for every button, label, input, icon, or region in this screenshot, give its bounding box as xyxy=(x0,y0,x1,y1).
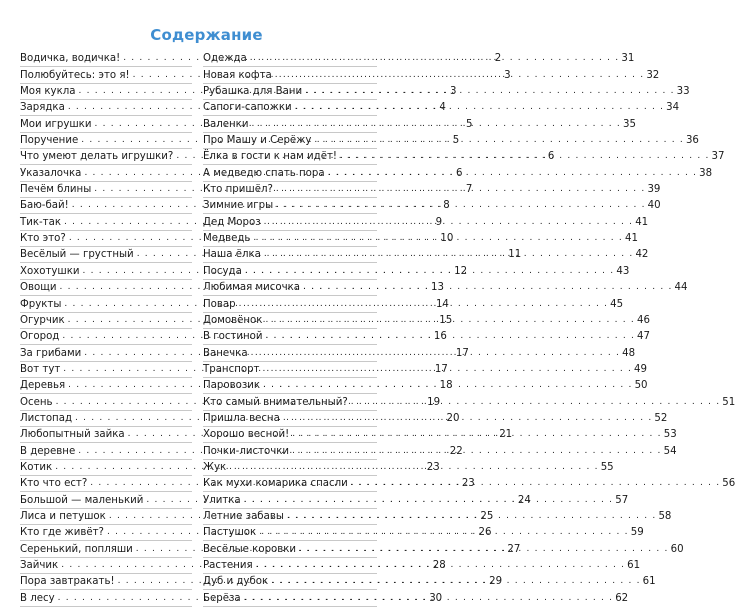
toc-entry-page-number: 29 xyxy=(489,576,503,588)
toc-entry-page-number: 12 xyxy=(454,265,468,277)
toc-entry-page-number: 23 xyxy=(426,461,440,473)
toc-entry-page-number: 35 xyxy=(623,118,636,130)
dot-leader xyxy=(289,428,664,442)
toc-entry-page-number: 5 xyxy=(452,135,460,147)
toc-entry-title: Пришла весна xyxy=(203,412,280,424)
dot-leader xyxy=(289,445,664,459)
toc-entry-page-number: 40 xyxy=(647,200,661,212)
toc-entry-page-number: 57 xyxy=(615,494,629,506)
dot-leader xyxy=(268,575,643,589)
toc-entry-title: Серенький, попляши xyxy=(20,543,133,555)
toc-entry-page-number: 32 xyxy=(646,69,660,81)
toc-entry[interactable] xyxy=(203,100,680,116)
toc-entry[interactable] xyxy=(203,214,649,230)
toc-entry-title: Тик-так xyxy=(20,216,62,228)
toc-entry-title: Пора завтракать! xyxy=(20,576,115,588)
page-title: Содержание xyxy=(150,26,263,44)
toc-entry-page-number: 2 xyxy=(494,53,502,65)
toc-entry-title: А медведю спать пора xyxy=(203,167,325,179)
dot-leader xyxy=(262,314,637,328)
toc-entry-page-number: 13 xyxy=(431,282,444,294)
toc-entry[interactable] xyxy=(203,182,661,198)
toc-entry-title: Огурчик xyxy=(20,314,65,326)
toc-entry-title: Указалочка xyxy=(20,167,82,179)
dot-leader xyxy=(296,543,671,557)
toc-entry-page-number: 61 xyxy=(627,560,641,571)
dot-leader xyxy=(260,363,635,377)
toc-entry-page-number: 42 xyxy=(635,249,649,261)
dot-leader xyxy=(250,232,625,246)
toc-entry-page-number: 20 xyxy=(446,412,460,424)
toc-entry-title: Растения xyxy=(203,560,253,571)
toc-entry-page-number: 33 xyxy=(676,86,690,98)
dot-leader xyxy=(241,592,616,606)
toc-entry-title: Сапоги-сапожки xyxy=(203,102,292,114)
toc-entry-title: Весёлые коровки xyxy=(203,543,297,555)
toc-entry-page-number: 26 xyxy=(478,527,492,539)
toc-entry-page-number: 8 xyxy=(443,200,450,212)
toc-entry-title: Мои игрушки xyxy=(20,118,92,130)
toc-entry-page-number: 9 xyxy=(435,216,443,228)
toc-entry-title: Осень xyxy=(20,396,53,408)
dot-leader xyxy=(273,183,648,197)
toc-entry-page-number: 24 xyxy=(517,494,531,506)
dot-leader xyxy=(261,216,636,230)
dot-leader xyxy=(292,101,667,115)
toc-entry-title: Баю-бай! xyxy=(20,200,69,212)
toc-entry-title: За грибами xyxy=(20,347,82,359)
toc-entry-title: В деревне xyxy=(20,445,76,457)
toc-entry-title: Котик xyxy=(20,461,53,473)
toc-entry-page-number: 46 xyxy=(636,314,650,326)
toc-entry-title: Хорошо весной! xyxy=(203,429,290,441)
toc-entry-title: Дуб и дубок xyxy=(203,576,269,588)
toc-entry-title: Любимая мисочка xyxy=(203,282,300,294)
toc-entry-title: Зимние игры xyxy=(203,200,274,212)
dot-leader xyxy=(300,281,675,295)
toc-entry-title: Моя кукла xyxy=(20,86,76,98)
toc-entry-page-number: 25 xyxy=(480,510,494,522)
toc-entry-title: Кто что ест? xyxy=(20,478,88,490)
toc-entry[interactable] xyxy=(203,84,690,100)
toc-entry-page-number: 17 xyxy=(434,363,448,375)
dot-leader xyxy=(311,134,686,148)
toc-entry-page-number: 23 xyxy=(461,478,475,490)
toc-entry-title: Вот тут xyxy=(20,363,61,375)
toc-entry-title: Овощи xyxy=(20,282,57,294)
toc-entry-title: Водичка, водичка! xyxy=(20,53,121,65)
toc-entry-title: Транспорт xyxy=(203,363,260,375)
dot-leader xyxy=(337,150,712,164)
toc-entry-title: Берёза xyxy=(203,592,241,604)
toc-entry-page-number: 10 xyxy=(440,233,454,245)
toc-entry-title: Любопытный зайка xyxy=(20,429,125,441)
toc-entry-title: Паровозик xyxy=(203,380,261,392)
toc-entry-page-number: 17 xyxy=(455,347,469,359)
dot-leader xyxy=(284,510,659,524)
toc-entry-page-number: 3 xyxy=(450,86,457,98)
toc-entry-title: Хохотушки xyxy=(20,265,80,277)
toc-entry-page-number: 28 xyxy=(432,560,446,571)
toc-entry-title: Жук xyxy=(203,461,227,473)
toc-entry-title: Посуда xyxy=(203,265,242,277)
toc-entry-page-number: 21 xyxy=(499,429,513,441)
dot-leader xyxy=(253,559,628,573)
toc-entry-title: Огород xyxy=(20,331,60,343)
toc-entry-title: Кто это? xyxy=(20,233,66,245)
toc-entry[interactable] xyxy=(203,149,725,165)
toc-entry-page-number: 41 xyxy=(635,216,649,228)
toc-entry-title: Наша ёлка xyxy=(203,249,261,261)
toc-entry-page-number: 45 xyxy=(610,298,624,310)
toc-entry-title: В лесу xyxy=(20,592,55,604)
dot-leader xyxy=(226,461,601,475)
toc-entry-page-number: 15 xyxy=(439,314,453,326)
toc-entry-title: Кто пришёл? xyxy=(203,184,273,196)
toc-entry[interactable] xyxy=(203,133,699,149)
toc-entry[interactable] xyxy=(203,198,661,214)
toc-entry-page-number: 37 xyxy=(711,151,725,163)
toc-entry[interactable] xyxy=(203,116,636,132)
dot-leader xyxy=(241,494,616,508)
dot-leader xyxy=(302,85,677,99)
toc-entry-page-number: 5 xyxy=(466,118,473,130)
toc-entry-page-number: 6 xyxy=(547,151,555,163)
toc-entry-page-number: 60 xyxy=(670,543,684,555)
toc-entry-title: Листопад xyxy=(20,412,72,424)
toc-entry-page-number: 27 xyxy=(507,543,521,555)
dot-leader xyxy=(325,167,700,181)
toc-entry-title: Рубашка для Вани xyxy=(203,86,303,98)
toc-entry-page-number: 31 xyxy=(621,53,635,65)
toc-entry-page-number: 52 xyxy=(654,412,668,424)
toc-entry-page-number: 58 xyxy=(658,510,672,522)
toc-entry-page-number: 48 xyxy=(622,347,636,359)
toc-entry-page-number: 30 xyxy=(429,592,443,604)
toc-entry-page-number: 50 xyxy=(634,380,648,392)
toc-entry-title: Весёлый — грустный xyxy=(20,249,134,261)
toc-entry-title: Кто самый внимательный? xyxy=(203,396,348,408)
toc-entry-title: Деревья xyxy=(20,380,66,392)
toc-entry-title: Ёлка в гости к нам идёт! xyxy=(203,151,337,163)
toc-entry-page-number: 51 xyxy=(722,396,735,408)
toc-entry-page-number: 7 xyxy=(465,184,473,196)
toc-entry-page-number: 61 xyxy=(642,576,656,588)
toc-entry-page-number: 18 xyxy=(439,380,453,392)
dot-leader xyxy=(260,379,635,393)
toc-entry-title: Кто где живёт? xyxy=(20,527,104,539)
toc-entry-page-number: 14 xyxy=(435,298,449,310)
toc-entry-page-number: 47 xyxy=(637,331,650,343)
dot-leader xyxy=(280,412,655,426)
toc-entry-page-number: 56 xyxy=(722,478,735,490)
toc-entry-page-number: 4 xyxy=(439,102,446,114)
toc-entry-page-number: 59 xyxy=(630,527,644,539)
toc-entry-title: Пастушок xyxy=(203,527,257,539)
dot-leader xyxy=(247,52,622,66)
toc-entry-title: Медведь xyxy=(203,233,251,245)
toc-entry-title: Домовёнок xyxy=(203,314,263,326)
toc-entry[interactable] xyxy=(203,67,660,83)
toc-entry-page-number: 49 xyxy=(634,363,648,375)
dot-leader xyxy=(273,199,648,213)
toc-entry-page-number: 11 xyxy=(508,249,522,261)
dot-leader xyxy=(248,347,623,361)
toc-entry-page-number: 44 xyxy=(674,282,688,294)
toc-entry-page-number: 36 xyxy=(685,135,699,147)
toc-entry-title: Улитка xyxy=(203,494,241,506)
toc-entry-page-number: 38 xyxy=(699,167,713,179)
toc-entry-title: Летние забавы xyxy=(203,510,284,522)
toc-entry-page-number: 54 xyxy=(663,445,677,457)
toc-entry-title: В гостиной xyxy=(203,331,263,343)
dot-leader xyxy=(272,69,647,83)
toc-entry-page-number: 34 xyxy=(666,102,680,114)
toc-entry-page-number: 55 xyxy=(600,461,614,473)
toc-entry-page-number: 16 xyxy=(433,331,447,343)
toc-entry-title: Про Машу и Серёжу xyxy=(203,135,312,147)
dot-leader xyxy=(348,396,723,410)
toc-entry[interactable] xyxy=(203,165,713,181)
toc-entry-page-number: 22 xyxy=(449,445,463,457)
dot-leader xyxy=(236,298,611,312)
toc-entry-title: Печём блины xyxy=(20,184,92,196)
toc-entry-title: Одежда xyxy=(203,53,247,65)
toc-entry-title: Почки-листочки xyxy=(203,445,290,457)
toc-entry-title: Полюбуйтесь: это я! xyxy=(20,69,130,81)
toc-entry-page-number: 39 xyxy=(647,184,661,196)
dot-leader xyxy=(261,248,636,262)
toc-entry-page-number: 53 xyxy=(663,429,677,441)
toc-entry-title: Поручение xyxy=(20,135,79,147)
toc-entry-page-number: 62 xyxy=(615,592,629,604)
toc-entry[interactable] xyxy=(203,51,635,67)
toc-entry-page-number: 3 xyxy=(504,69,511,81)
dot-leader xyxy=(256,526,631,540)
toc-entry-title: Лиса и петушок xyxy=(20,510,106,522)
toc-entry-title: Большой — маленький xyxy=(20,494,144,506)
toc-entry-page-number: 6 xyxy=(455,167,463,179)
dot-leader xyxy=(242,265,617,279)
toc-entry-title: Ванечка xyxy=(203,347,248,359)
dot-leader xyxy=(248,118,623,132)
toc-entry-title: Дед Мороз xyxy=(203,216,261,228)
toc-entry-title: Новая кофта xyxy=(203,69,272,81)
toc-entry-page-number: 19 xyxy=(427,396,441,408)
toc-entry-title: Зарядка xyxy=(20,102,65,114)
toc-entry-title: Валенки xyxy=(203,118,249,130)
dot-leader xyxy=(262,330,637,344)
toc-entry-title: Повар xyxy=(203,298,236,310)
toc-entry-title: Что умеют делать игрушки? xyxy=(20,151,174,163)
toc-entry-title: Зайчик xyxy=(20,560,59,571)
toc-entry-page-number: 43 xyxy=(616,265,630,277)
toc-entry-title: Как мухи комарика спасли xyxy=(203,478,348,490)
toc-entry-title: Фрукты xyxy=(20,298,62,310)
toc-entry-page-number: 41 xyxy=(624,233,638,245)
dot-leader xyxy=(348,477,723,491)
